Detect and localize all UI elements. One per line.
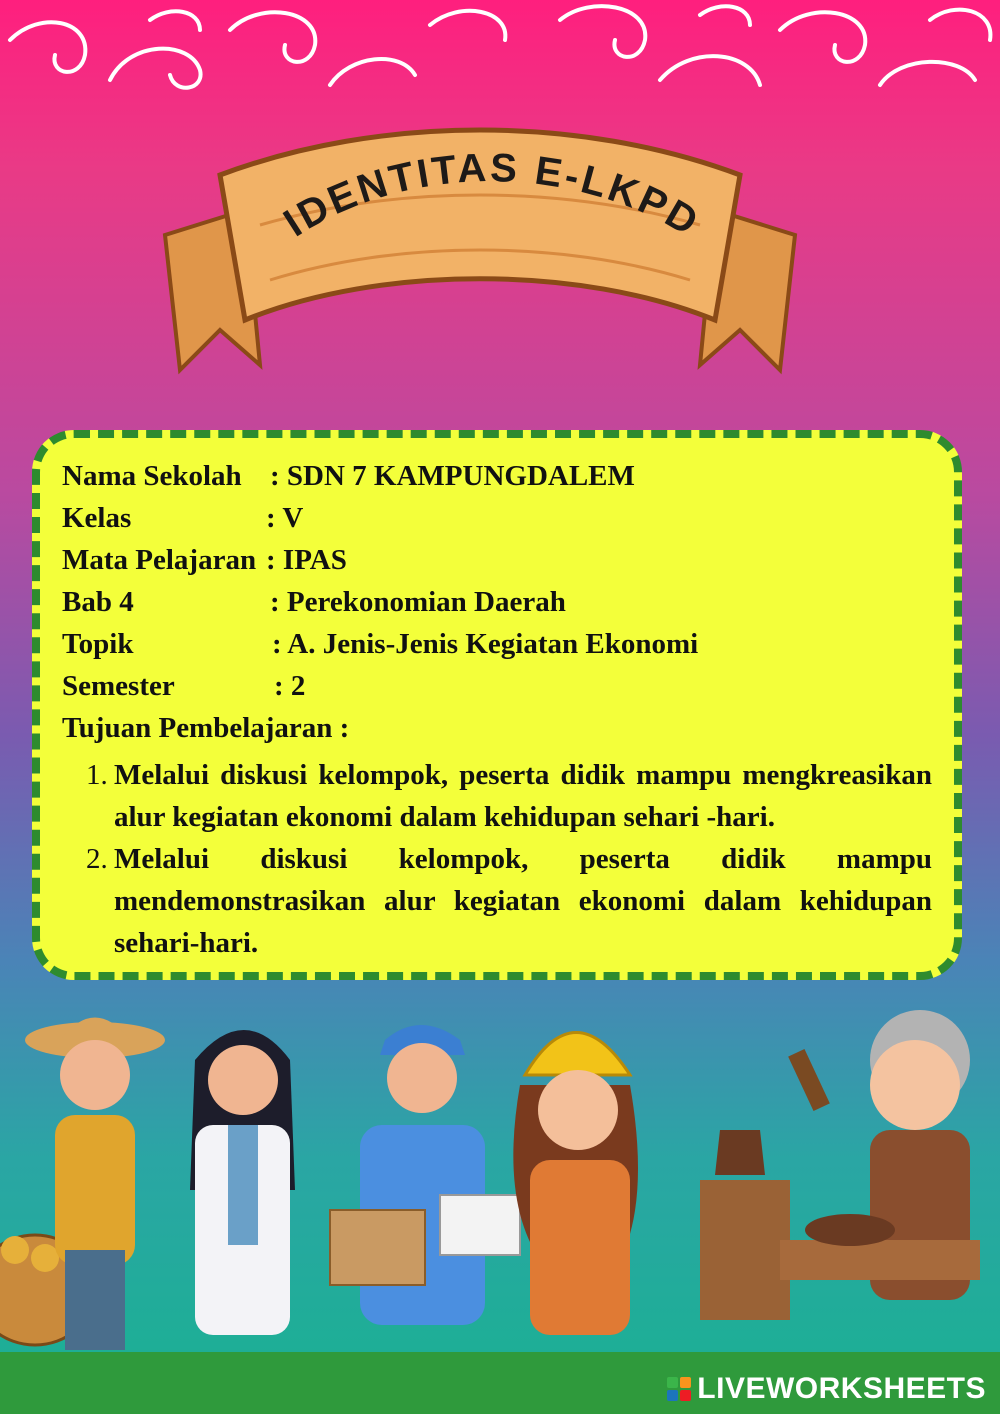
goal-number: 1.	[86, 759, 108, 791]
brand-text: LIVEWORKSHEETS	[697, 1372, 986, 1405]
courier-figure	[330, 1025, 520, 1325]
subject-value: : IPAS	[266, 544, 347, 576]
semester-row	[62, 670, 306, 703]
school-row	[62, 460, 635, 493]
identity-card	[32, 430, 962, 980]
goal-item	[86, 754, 932, 838]
topic-value: : A. Jenis-Jenis Kegiatan Ekonomi	[272, 628, 699, 660]
semester-label: Semester	[62, 670, 175, 702]
topic-row	[62, 628, 699, 661]
topic-label: Topik	[62, 628, 134, 660]
chapter-value: : Perekonomian Daerah	[270, 586, 566, 618]
subject-row	[62, 544, 347, 577]
chapter-row	[62, 586, 566, 619]
class-row	[62, 502, 304, 535]
goal-text: Melalui diskusi kelompok, peserta didik mampu mengkreasikan alur kegiatan ekonomi dalam kehidupan sehari -hari.	[114, 759, 932, 833]
school-value: : SDN 7 KAMPUNGDALEM	[270, 460, 635, 492]
class-label: Kelas	[62, 502, 132, 534]
goal-item	[86, 838, 932, 964]
swirl-ornament-icon	[0, 0, 1000, 110]
class-value: : V	[266, 502, 304, 534]
shoemaker-figure	[700, 1010, 980, 1320]
doctor-figure	[190, 1030, 295, 1335]
goal-number: 2.	[86, 843, 108, 875]
chapter-label: Bab 4	[62, 586, 134, 618]
school-label: Nama Sekolah	[62, 460, 242, 492]
svg-text:IDENTITAS E-LKPD: IDENTITAS E-LKPD	[276, 145, 708, 246]
workers-illustration	[0, 1000, 1000, 1360]
goals-heading: Tujuan Pembelajaran :	[62, 712, 350, 744]
liveworksheets-logo-icon	[667, 1377, 691, 1401]
liveworksheets-brand	[667, 1372, 986, 1406]
engineer-figure	[513, 1033, 638, 1336]
banner-title	[160, 115, 800, 385]
semester-value: : 2	[274, 670, 306, 702]
subject-label: Mata Pelajaran	[62, 544, 257, 576]
goal-text: Melalui diskusi kelompok, peserta didik mampu mendemonstrasikan alur kegiatan ekonomi dalam kehidupan sehari-hari.	[114, 843, 932, 959]
